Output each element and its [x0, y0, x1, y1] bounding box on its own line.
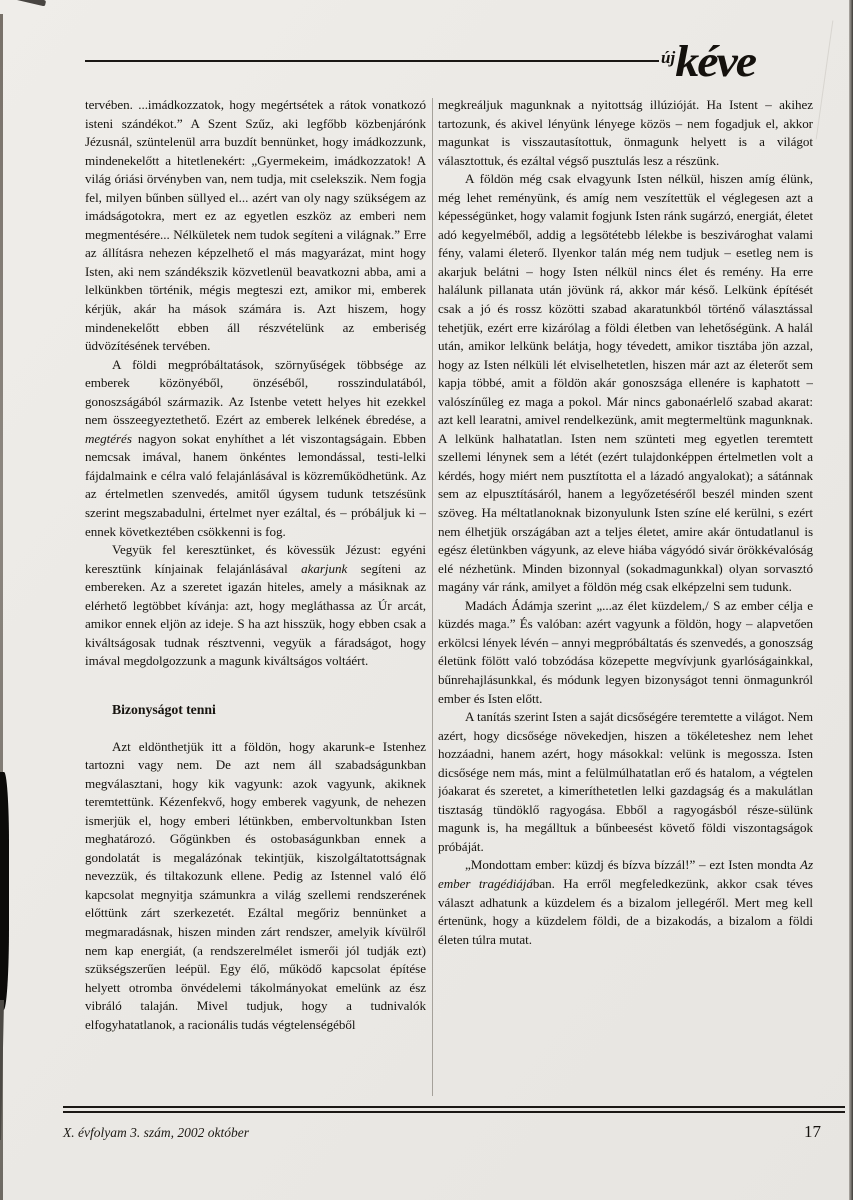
body-paragraph: Vegyük fel keresztünket, és kövessük Jézust: egyéni keresztünk kínjainak felajánlásával akarjunk segíteni az embereken. Az a szeretet igazán hiteles, amely a másiknak az elérhető legtöbbet kívánja: azt, hogy megláthassa az Úr arcát, amikor ennek eljön az ideje. S ha azt hisszük, hogy ebben csak a kiváltságosak tudnak résztvenni, vegyük a fáradságot, hogy imával megdolgozzunk a magunk kiváltságos voltáért.	[85, 542, 426, 669]
footer-row	[63, 1122, 845, 1142]
body-paragraph: Azt eldönthetjük itt a földön, hogy akarunk-e Istenhez tartozni vagy nem. De azt nem áll szabadságunkban megválasztani, hogy kik vagyunk: azok vagyunk, akiknek teremtettünk. Kézenfekvő, hogy emberek vagyunk, de nehezen ismerjük el, hogy emberi létünkben, embervoltunkban Isten meghatározó. Gőgünkben és ostobaságunkban ennek a gondolatát is megalázónak tekintjük, kiszolgáltatottságnak nevezzük, és tiltakozunk ellene. Pedig az Istennel való élő kapcsolat megnyitja számunkra a világ szellemi rendszerének előttünk zárt szerkezetét. Ezáltal megőriz bennünket a megmaradásnak, hiszen minden zárt rendszer, amelyik kívülről nem kap energiát, (a rendszerelmélet ismerői jól tudják ezt) szükségszerűen leépül. Egy élő, működő kapcsolat építése helyett otromba önvédelemi tákolmányokat emelünk az ész vibráló talaján. Mivel tudjuk, hogy a tudnivalók elfogyhatatlanok, a racionális tudás végtelenségéből	[85, 738, 426, 1032]
body-paragraph: megkreáljuk magunknak a nyitottság illúzióját. Ha Istent – akihez tartozunk, és akivel lényünk lényege közös – nem fogadjuk el, akkor magunkat is visszautasítottuk, önmagunk helyett is a világot választottuk, és ezáltal végső pusztulás lesz a részünk.	[438, 97, 813, 168]
masthead-rule	[85, 60, 659, 62]
body-paragraph: A földi megpróbáltatások, szörnyűségek többsége az emberek közönyéből, önzéséből, rosszindulatából, gonoszságából származik. Az Istenbe vetett helyes hit ezekkel nem összeegyeztethető. Ezért az emberek lelkének ébredése, a megtérés nagyon sokat enyhíthet a lét viszontagságain. Ebben nemcsak imával, hanem önkéntes lemondással, testi-lelki fájdalmaink e célra való felajánlásával is közreműködhetünk. Az az értelmetlen szenvedés, amitől úgysem tudunk tetszésünk szerint megszabadulni, értelmet nyer ezáltal, és – próbáljuk ki – ennek következtében csökkenni is fog.	[85, 356, 426, 539]
column-left	[85, 96, 426, 1106]
journal-logo	[661, 34, 755, 89]
issue-line: X. évfolyam 3. szám, 2002 október	[63, 1125, 249, 1140]
column-right	[438, 96, 813, 1106]
scan-edge-right	[849, 0, 853, 1200]
body-paragraph: A tanítás szerint Isten a saját dicsőségére teremtette a világot. Nem azért, hogy dicsősége növekedjen, hiszen a tökéleteshez nem lehet hozzáadni, hanem azért, hogy másokkal: velünk is megossza. Isten dicsősége nem más, mint a felülmúlhatatlan erő és hatalom, a végtelen jóakarat és szeretet, a kimeríthetetlen lelki gazdagság és a makulátlan tisztaság tündöklő ragyogása. Ebből a ragyogásból része-sülünk magunk is, ha megálltuk a bűnbeesést követő földi viszontagságok próbáját.	[438, 709, 813, 854]
page-footer	[63, 1106, 845, 1142]
scan-corner-mark	[6, 0, 46, 6]
body-paragraph: Madách Ádámja szerint „...az élet küzdelem,/ S az ember célja e küzdés maga.” És valóban: azért vagyunk a földön, hogy – alapvetően erkölcsi lények lévén – annyi megpróbáltatás és szenvedés, a gonoszság életünk fölött való tobzódása közepette megvívjunk gyarlóságainkkal, bűnrehajlásunkkal, és módunk legyen bizonyságot tenni önmagunkról ember és Isten előtt.	[438, 597, 813, 706]
body-paragraph: tervében. ...imádkozzatok, hogy megértsétek a rátok vonatkozó isteni szándékot.” A Szent Szűz, aki legfőbb közbenjárónk Jézusnál, szüntelenül arra buzdít bennünket, hogy imádkozzunk, mindenekelőtt a hitetlenekért: „Gyermekeim, imádkozzatok! A világ óriási örvényben van, nem tudja, mit cselekszik. Nem fogja fel, milyen bűnben süllyed el... azért van oly nagy szükségem az imádságotokra, mert ez az egyetlen eszköz az emberi nem megmentésére... Nélkületek nem tudok segíteni a világnak.” Erre az állításra nehezen képzelhető el más magyarázat, mint hogy Isten, aki nem szándékszik közvetlenül beavatkozni abba, ami a lelkünkben történik, mégis megteszi ezt, amikor mi, emberek kérjük, akár ha mások számára is. Azt hiszem, hogy mindenekelőtt ebben áll részvételünk az emberiség üdvözítésének tervében.	[85, 97, 426, 354]
footer-rule	[63, 1106, 845, 1113]
article-body	[85, 96, 813, 1106]
journal-logo-prefix: új	[661, 48, 676, 67]
body-paragraph: A földön még csak elvagyunk Isten nélkül, hiszen amíg élünk, még lehet reményünk, és amíg nem veszítettük el véglegesen azt a képességünket, hogy valamit fogjunk Isten ránk sugárzó, energiát, életet adó kegyelméből, addig a legsötétebb lélekbe is beszivároghat valami fény, valami életerő. Ilyenkor talán még nem tudjuk – esetleg nem is akarjuk belátni – hogy Isten nélkül nincs élet és remény. Ha erre halálunk pillanata után jövünk rá, akkor már késő. Lelkünk építését csak a jó és rossz közötti szabad akaratunkból történő választással tehetjük, ezért erre kizárólag a földi életben van lehetőségünk. A halál után, amikor lelkünk belátja, hogy tévedett, amikor tisztába jön azzal, hogy az Isten nélküli lét elviselhetetlen, hiszen már azt az életerőt sem kapja többé, amit a földön akár gonoszsága ellenére is kaphatott – valószínűleg ez maga a pokol. Már nincs gabonaérlelő szabad akarat: azt kell learatni, amivel rendelkezünk, amit megtermeltünk magunknak. A lelkünk halhatatlan. Isten nem szünteti meg egyetlen teremtett szellemi lénynek sem a létét (ezért tulajdonképpen értelmetlen volt a kérdés, hogy miért nem pusztította el a lázadó angyalokat); a sátánnak sem az elpusztításáról, hanem a legyőzetéséről beszél minden szent szöveg. Ha méltatlanoknak bizonyulunk Isten színe elé kerülni, s ezért nem élhetjük országában azt a teljes életet, amire akár öntudatlanul is egész életünkben vágyunk, az eleve hiába vágyódó sivár örökkévalóság elé nézhetünk. Minden bizonnyal (sokadmagunkkal) olyan sorvasztó magány vár ránk, amilyet a földön még csak elképzelni sem tudunk.	[438, 171, 813, 595]
body-paragraph: „Mondottam ember: küzdj és bízva bízzál!” – ezt Isten mondta Az ember tragédiájában. Ha erről megfeledkezünk, akkor csak téves választ adhatunk a küzdelem és a bizalom jellegéről. Mert meg kell értenünk, hogy a küzdelem földi, de a bizakodás, a bizalom a földi életen túlra mutat.	[438, 857, 813, 947]
column-divider	[432, 98, 433, 1096]
page-number: 17	[804, 1122, 821, 1141]
scan-artifact-blob	[0, 772, 9, 1010]
paper-crease	[816, 21, 834, 140]
section-heading: Bizonyságot tenni	[112, 701, 216, 717]
journal-logo-title: kéve	[675, 37, 756, 86]
